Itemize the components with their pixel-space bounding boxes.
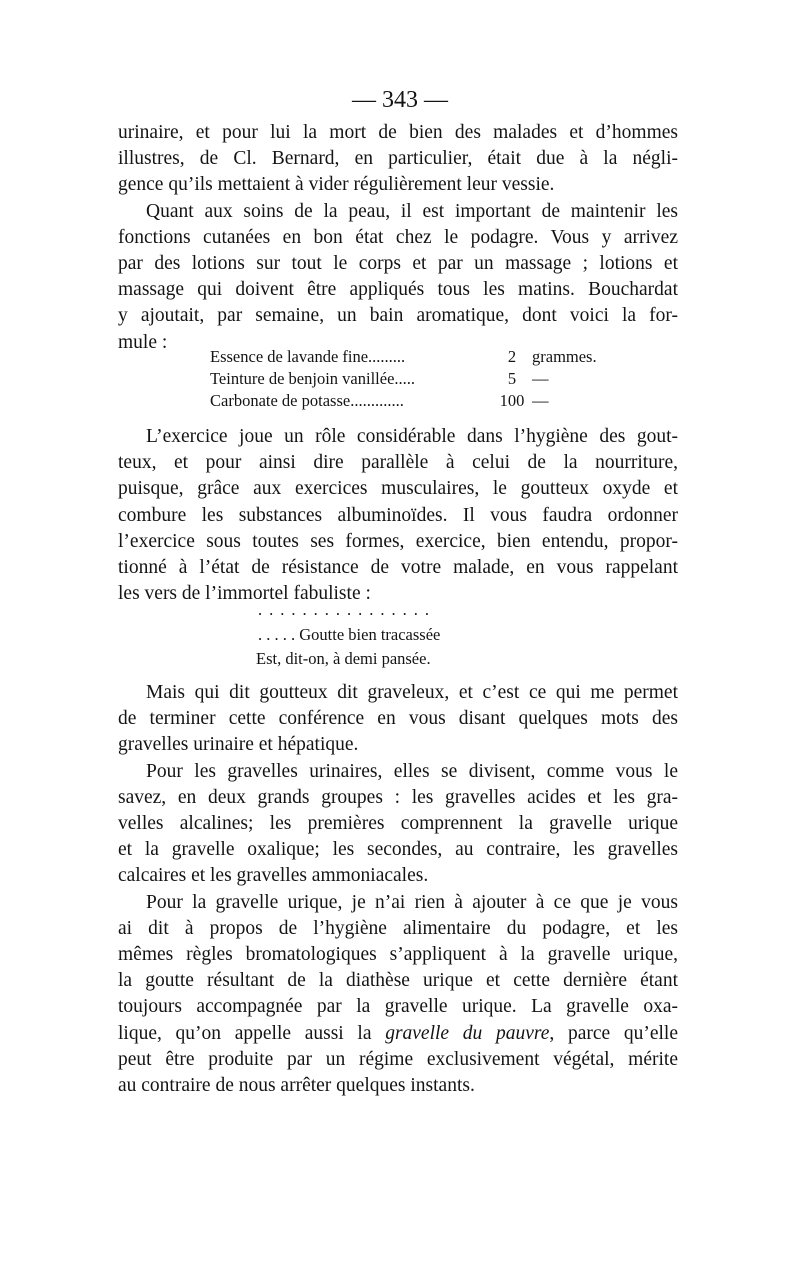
text-line: gravelles urinaire et hépatique. <box>118 734 359 756</box>
text-line: la goutte résultant de la diathèse urique et cette dernière étant <box>118 970 678 992</box>
text-line: puisque, grâce aux exercices musculaires, le goutteux oxyde et <box>118 478 678 500</box>
page-number: — 343 — <box>352 87 448 113</box>
text-line: velles alcalines; les premières comprennent la gravelle urique <box>118 813 678 835</box>
text-line <box>118 1021 678 1047</box>
text-line: savez, en deux grands groupes : les gravelles acides et les gra- <box>118 786 678 808</box>
formula-row <box>210 390 622 412</box>
text-line: mule : <box>118 331 168 353</box>
text-line: et la gravelle oxalique; les secondes, au contraire, les gravelles <box>118 839 678 861</box>
text-line: Quant aux soins de la peau, il est important de maintenir les <box>146 200 678 222</box>
text-line: Mais qui dit goutteux dit graveleux, et c’est ce qui me permet <box>146 682 678 703</box>
text-line: combure les substances albuminoïdes. Il vous faudra ordonner <box>118 504 678 526</box>
text-line: toujours accompagnée par la gravelle urique. La gravelle oxa- <box>118 996 678 1018</box>
text-line: fonctions cutanées en bon état chez le podagre. Vous y arrivez <box>118 226 678 248</box>
text-line: tionné à l’état de résistance de votre malade, en vous rappelant <box>118 557 678 579</box>
verse-line: Est, dit-on, à demi pansée. <box>256 649 431 668</box>
text-line: Pour les gravelles urinaires, elles se divisent, comme vous le <box>146 760 678 782</box>
text-line: l’exercice sous toutes ses formes, exercice, bien entendu, propor- <box>118 530 678 552</box>
text-block-exercise <box>118 424 678 607</box>
text-line: illustres, de Cl. Bernard, en particulier, était due à la négli- <box>118 148 678 170</box>
formula-unit: — <box>532 391 549 410</box>
text-line: de terminer cette conférence en vous disant quelques mots des <box>118 708 678 730</box>
verse-ellipsis: ................ <box>258 600 436 619</box>
text-line: Pour la gravelle urique, je n’ai rien à ajouter à ce que je vous <box>146 891 678 913</box>
text-fragment: lique, qu’on appelle aussi la <box>118 1022 386 1044</box>
text-line: mêmes règles bromatologiques s’appliquent à la gravelle urique, <box>118 944 678 966</box>
formula-row <box>210 368 622 390</box>
formula-quantity: 2 <box>507 347 517 366</box>
formula-row <box>210 346 622 368</box>
text-block-top <box>118 120 678 356</box>
text-line: par des lotions sur tout le corps et par un massage ; lotions et <box>118 253 678 275</box>
verse-line: . . . . . Goutte bien tracassée <box>258 625 441 644</box>
text-line: peut être produite par un régime exclusivement végétal, mérite <box>118 1048 678 1070</box>
text-line: urinaire, et pour lui la mort de bien des malades et d’hommes <box>118 122 678 143</box>
emphasis-text: gravelle du pauvre <box>385 1022 550 1044</box>
text-line: les vers de l’immortel fabuliste : <box>118 583 371 605</box>
formula-quantity: 100 <box>499 391 525 410</box>
text-fragment: , parce qu’elle <box>549 1022 678 1044</box>
text-line: au contraire de nous arrêter quelques instants. <box>118 1075 475 1097</box>
text-line: calcaires et les gravelles ammoniacales. <box>118 865 429 887</box>
formula-unit: grammes. <box>532 347 597 366</box>
text-block-gravelles <box>118 680 678 1099</box>
text-line: y ajoutait, par semaine, un bain aromatique, dont voici la for- <box>118 305 678 327</box>
formula-ingredient: Essence de lavande fine......... <box>210 347 406 366</box>
text-line: massage qui doivent être appliqués tous les matins. Bouchardat <box>118 279 678 301</box>
formula-ingredient: Teinture de benjoin vanillée..... <box>210 369 416 388</box>
text-line: gence qu’ils mettaient à vider régulièrement leur vessie. <box>118 174 555 196</box>
formula-unit: — <box>532 369 549 388</box>
text-line: teux, et pour ainsi dire parallèle à celui de la nourriture, <box>118 452 678 474</box>
formula-quantity: 5 <box>507 369 517 388</box>
formula-ingredient: Carbonate de potasse............. <box>210 391 404 410</box>
formula-table <box>210 346 622 412</box>
text-line: L’exercice joue un rôle considérable dans l’hygiène des gout- <box>146 426 678 447</box>
text-line: ai dit à propos de l’hygiène alimentaire du podagre, et les <box>118 917 678 939</box>
